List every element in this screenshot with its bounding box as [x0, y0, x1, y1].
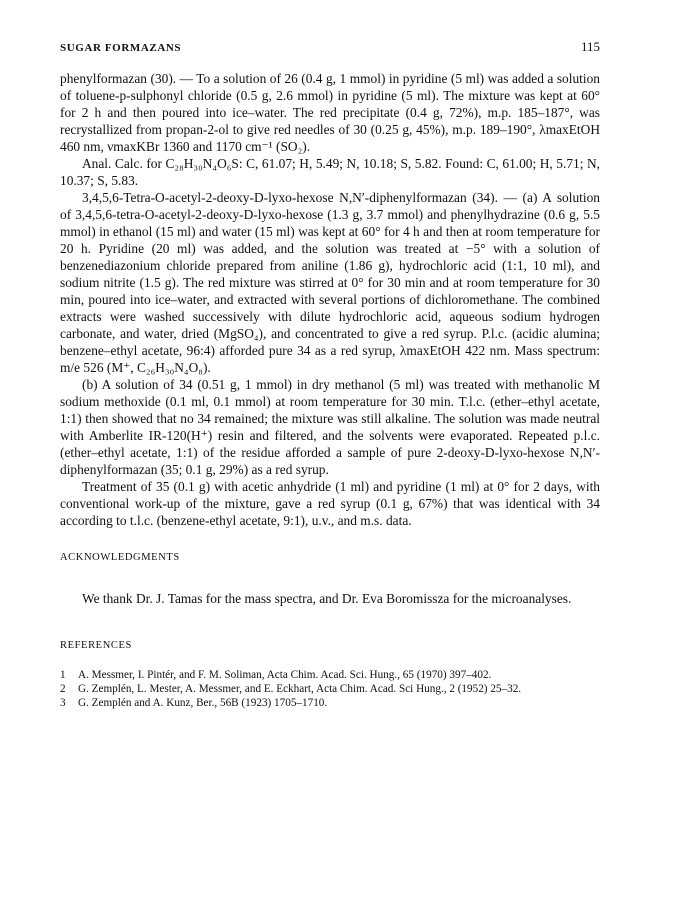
paragraph-formazan-34-a: 3,4,5,6-Tetra-O-acetyl-2-deoxy-D-lyxo-hexose N,N′-diphenylformazan (34). — (a) A solution of 3,4,5,6-tetra-O-acetyl-2-deoxy-D-lyxo-hexose (1.3 g, 3.7 mmol) and phenylhydrazine (0.6 g, 5.5 mmol) in ethanol (15 ml) and water (15 ml) was kept at 60° for 4 h and then at room temperature for 20 h. Pyridine (20 ml) was added, and the solution was treated at −5° with a solution of benzenediazonium chloride prepared from aniline (1.86 g), hydrochloric acid (1:1, 10 ml), and sodium nitrite (1.5 g). The red mixture was stirred at 0° for 30 min and at room temperature for 30 min, poured into ice–water, and extracted with several portions of dichloromethane. The combined extracts were washed successively with dilute hydrochloric acid, aqueous sodium hydrogen carbonate, and water, dried (MgSO₄), and concentrated to give a red syrup. P.l.c. (acidic alumina; benzene–ethyl acetate, 96:4) afforded pure 34 as a red syrup, λmaxEtOH 422 nm. Mass spectrum: m/e 526 (M⁺, C₂₆H₃₀N₄O₈).	[60, 190, 600, 375]
reference-item	[60, 682, 600, 696]
paragraph-acetylation: Treatment of 35 (0.1 g) with acetic anhydride (1 ml) and pyridine (1 ml) at 0° for 2 days, with conventional work-up of the mixture, gave a red syrup (0.1 g, 67%) that was identical with 34 according to t.l.c. (benzene-ethyl acetate, 9:1), u.v., and m.s. data.	[60, 479, 600, 528]
reference-item	[60, 668, 600, 682]
paragraph-phenylformazan-30: phenylformazan (30). — To a solution of 26 (0.4 g, 1 mmol) in pyridine (5 ml) was added a solution of toluene-p-sulphonyl chloride (0.5 g, 2.6 mmol) in pyridine (5 ml). The mixture was kept at 60° for 2 h and then poured into ice–water. The red precipitate (0.4 g, 72%), m.p. 185–187°, was recrystallized from propan-2-ol to give red needles of 30 (0.25 g, 45%), m.p. 189–190°, λmaxEtOH 460 nm, νmaxKBr 1360 and 1170 cm⁻¹ (SO₂).	[60, 71, 600, 154]
page-number: 115	[580, 39, 600, 54]
page-header	[60, 38, 600, 56]
references-heading: REFERENCES	[60, 640, 132, 651]
reference-list	[60, 668, 600, 710]
reference-text: G. Zemplén and A. Kunz, Ber., 56B (1923) 1705–1710.	[78, 697, 328, 709]
acknowledgments-heading: ACKNOWLEDGMENTS	[60, 552, 180, 563]
running-title: SUGAR FORMAZANS	[60, 42, 182, 54]
paragraph-analysis: Anal. Calc. for C₂₈H₃₀N₄O₆S: C, 61.07; H, 5.49; N, 10.18; S, 5.82. Found: C, 61.00; H, 5.71; N, 10.37; S, 5.83.	[60, 156, 600, 188]
reference-number: 2	[60, 683, 66, 695]
reference-number: 1	[60, 669, 66, 681]
paragraph-formazan-34-b: (b) A solution of 34 (0.51 g, 1 mmol) in dry methanol (5 ml) was treated with methanolic M sodium methoxide (0.1 ml, 0.1 mmol) at room temperature for 30 min. T.l.c. (ether–ethyl acetate, 1:1) then showed that no 34 remained; the mixture was still alkaline. The solution was made neutral with Amberlite IR-120(H⁺) resin and filtered, and the solvents were evaporated. Repeated p.l.c. (ether–ethyl acetate, 1:1) of the residue afforded a sample of pure 2-deoxy-D-lyxo-hexose N,N′-diphenylformazan (35; 0.1 g, 29%) as a red syrup.	[60, 377, 600, 477]
reference-item	[60, 696, 600, 710]
acknowledgments-text: We thank Dr. J. Tamas for the mass spectra, and Dr. Eva Boromissza for the microanalyses.	[82, 591, 572, 606]
reference-number: 3	[60, 697, 66, 709]
journal-page	[60, 38, 600, 710]
reference-text: A. Messmer, I. Pintér, and F. M. Soliman, Acta Chim. Acad. Sci. Hung., 65 (1970) 397–402.	[78, 669, 492, 681]
reference-text: G. Zemplén, L. Mester, A. Messmer, and E. Eckhart, Acta Chim. Acad. Sci Hung., 2 (1952) 25–32.	[78, 683, 522, 695]
